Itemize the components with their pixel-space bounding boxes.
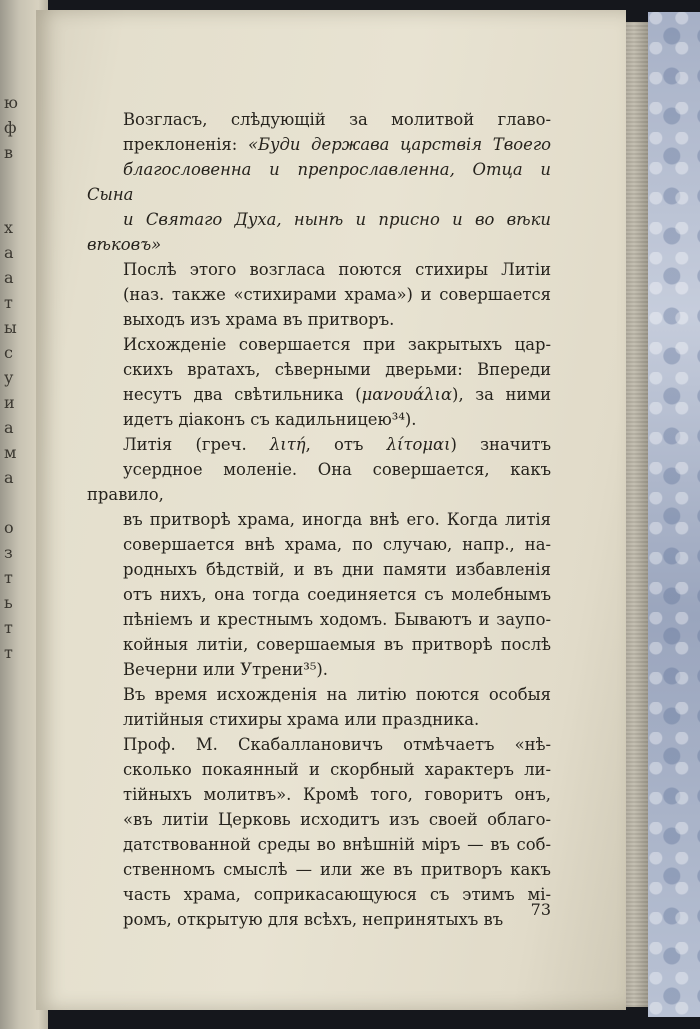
italic-run: μανουάλια [361,385,453,404]
paragraph [87,257,551,332]
italic-run: λίτομαι [386,435,451,454]
text-run: скихъ вратахъ, сѣверными дверьми: Впереди [123,360,551,379]
text-line [87,757,551,782]
text-run: Литія (греч. [123,435,270,454]
page-body-text [87,107,551,932]
book-cover [648,12,700,1017]
text-run: литійныя стихиры храма или праздника. [123,710,480,729]
italic-run: и Святаго Духа, нынѣ и присно и во вѣки вѣковъ» [87,210,551,254]
text-run: , отъ [305,435,387,454]
text-run: въ притворѣ храма, иногда внѣ его. Когда литія [123,510,551,529]
text-line [87,582,551,607]
text-run: (наз. также «стихирами храма») и совершается [123,285,551,304]
text-line [87,432,551,457]
text-line [87,532,551,557]
text-run: часть храма, соприкасающуюся съ этимъ мі- [123,885,551,904]
text-line [87,682,551,707]
text-line [87,207,551,257]
text-line [87,632,551,657]
text-line [87,832,551,857]
text-run: Вечерни или Утрени³⁵). [123,660,329,679]
paragraph [87,107,551,257]
text-run: Проф. М. Скабаллановичъ отмѣчаетъ «нѣ- [123,735,551,754]
text-line [87,607,551,632]
paragraph [87,332,551,432]
text-line [87,882,551,907]
text-line [87,257,551,282]
text-run: «въ литіи Церковь исходитъ изъ своей облаго- [123,810,551,829]
text-run: преклоненія: [123,135,248,154]
text-run: ственномъ смыслѣ — или же въ притворъ какъ [123,860,551,879]
left-page-text-fragments: ю ф в х а а т ы с у и а м а о з т ь т т [4,93,18,662]
text-line [87,457,551,507]
text-line [87,307,551,332]
text-line [87,107,551,132]
text-line [87,807,551,832]
text-run: несутъ два свѣтильника ( [123,385,362,404]
text-run: сколько покаянный и скорбный характеръ ли- [123,760,551,779]
text-run: совершается внѣ храма, по случаю, напр., на- [123,535,551,554]
text-run: датствованной среды во внѣшній міръ — въ соб- [123,835,551,854]
book-page [36,10,626,1010]
text-run: родныхъ бѣдствій, и въ дни памяти избавленія [123,560,551,579]
text-run: Возгласъ, слѣдующій за молитвой главо- [123,110,551,129]
italic-run: благословенна и препрославленна, Отца и Сына [87,160,551,204]
italic-run: λιτή [269,435,306,454]
page-number: 73 [530,900,551,919]
text-line [87,732,551,757]
text-run: Въ время исхожденія на литію поются особыя [123,685,551,704]
text-run: выходъ изъ храма въ притворъ. [123,310,395,329]
text-line [87,557,551,582]
text-run: отъ нихъ, она тогда соединяется съ молебнымъ [123,585,551,604]
text-run: ) значитъ [450,435,551,454]
text-run: тійныхъ молитвъ». Кромѣ того, говоритъ онъ, [123,785,551,804]
text-run: усердное моленіе. Она совершается, какъ правило, [87,460,551,504]
text-line [87,282,551,307]
text-line [87,382,551,407]
text-run: Исхожденіе совершается при закрытыхъ цар- [123,335,551,354]
text-line [87,907,551,932]
text-line [87,157,551,207]
text-line [87,332,551,357]
text-line [87,782,551,807]
text-run: койныя литіи, совершаемыя въ притворѣ послѣ [123,635,551,654]
text-line [87,407,551,432]
text-run: ), за ними [452,385,551,404]
text-run: ромъ, открытую для всѣхъ, непринятыхъ въ [123,910,504,929]
paragraph [87,732,551,932]
text-line [87,132,551,157]
text-line [87,857,551,882]
text-line [87,707,551,732]
text-run: Послѣ этого возгласа поются стихиры Литіи [123,260,551,279]
text-line [87,657,551,682]
text-line [87,357,551,382]
paragraph [87,432,551,682]
italic-run: «Буди держава царствія Твоего [247,135,551,154]
paragraph [87,682,551,732]
text-run: идетъ діаконъ съ кадильницею³⁴). [123,410,417,429]
text-run: пѣніемъ и крестнымъ ходомъ. Бываютъ и заупо- [123,610,551,629]
text-line [87,507,551,532]
